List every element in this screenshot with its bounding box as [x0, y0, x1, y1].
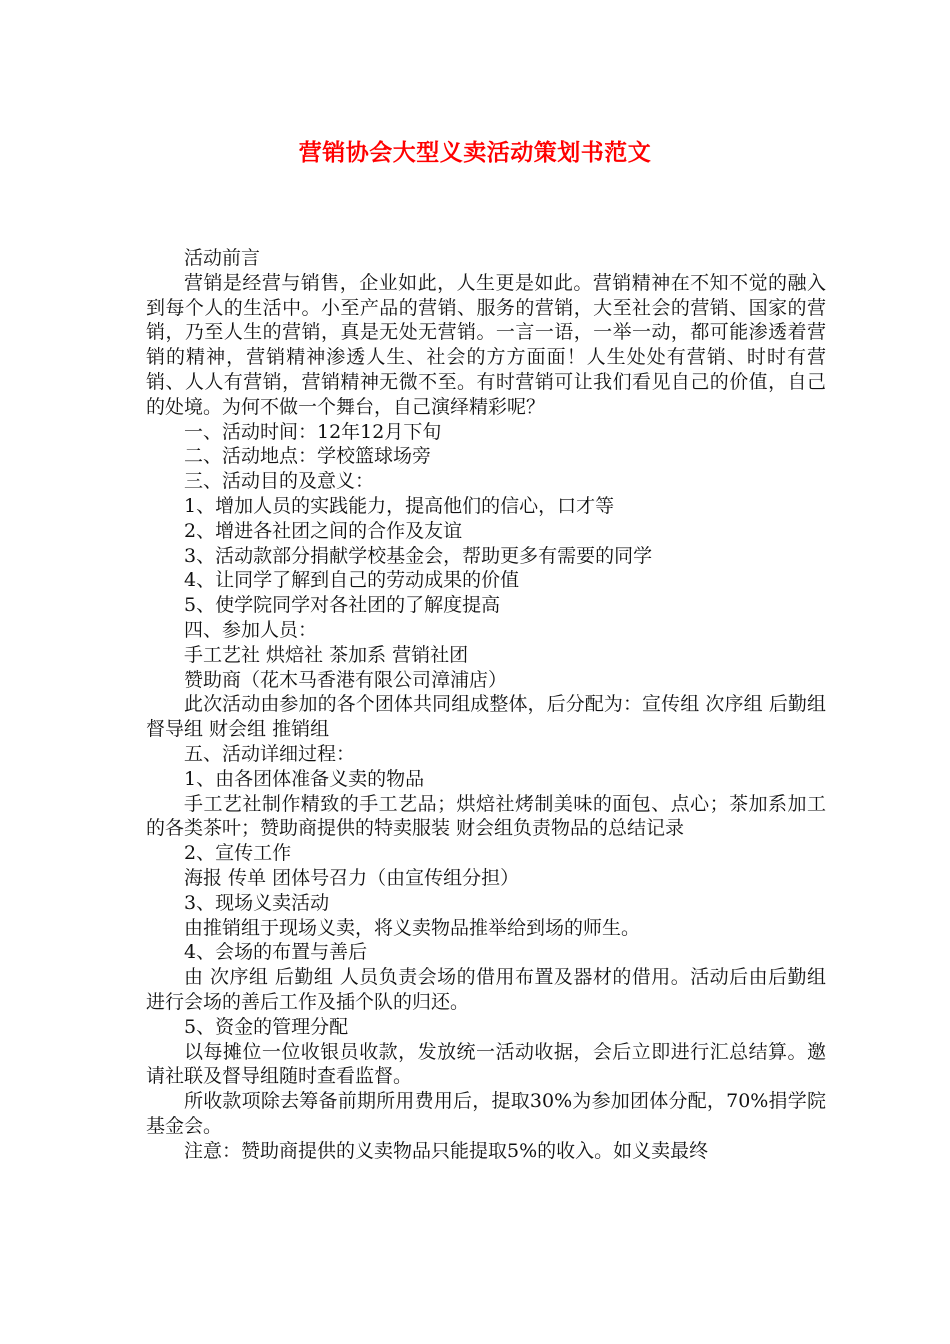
paragraph-fund-allocation: 所收款项除去筹备前期所用费用后，提取30%为参加团体分配，70%捐学院基金会。 — [146, 1090, 826, 1137]
paragraph-groups: 此次活动由参加的各个团体共同组成整体，后分配为：宣传组 次序组 后勤组 督导组 财会组 推销组 — [146, 693, 826, 741]
document-title: 营销协会大型义卖活动策划书范文 — [298, 140, 652, 166]
paragraph-sponsor: 赞助商（花木马香港有限公司漳浦店） — [184, 668, 508, 691]
paragraph-process-heading: 五、活动详细过程： — [184, 742, 356, 765]
paragraph-preface: 营销是经营与销售，企业如此，人生更是如此。营销精神在不知不觉的融入到每个人的生活中。小至产品的营销、服务的营销，大至社会的营销、国家的营销，乃至人生的营销，真是无处无营销。一言一语，一举一动，都可能渗透着营销的精神，营销精神渗透人生、社会的方方面面！人生处处有营销、时时有营销、人人有营销，营销精神无微不至。有时营销可让我们看见自己的价值，自己的处境。为何不做一个舞台，自己演绎精彩呢？ — [146, 271, 826, 418]
paragraph-step-3-detail: 由推销组于现场义卖，将义卖物品推举给到场的师生。 — [184, 916, 641, 939]
paragraph-step-1-detail: 手工艺社制作精致的手工艺品；烘焙社烤制美味的面包、点心；茶加系加工的各类茶叶；赞助商提供的特卖服装 财会组负责物品的总结记录 — [146, 792, 826, 840]
paragraph-location: 二、活动地点：学校篮球场旁 — [184, 445, 432, 468]
paragraph-step-2: 2、宣传工作 — [184, 842, 292, 865]
paragraph-participants-list: 手工艺社 烘焙社 茶加系 营销社团 — [184, 643, 469, 666]
document-body — [146, 246, 826, 1163]
paragraph-step-4-detail: 由 次序组 后勤组 人员负责会场的借用布置及器材的借用。活动后由后勤组 进行会场的善后工作及插个队的归还。 — [146, 966, 826, 1013]
paragraph-purpose-4: 4、让同学了解到自己的劳动成果的价值 — [184, 569, 520, 592]
paragraph-step-5: 5、资金的管理分配 — [184, 1015, 349, 1038]
paragraph-note: 注意：赞助商提供的义卖物品只能提取5%的收入。如义卖最终 — [184, 1139, 709, 1162]
paragraph-preface-heading: 活动前言 — [184, 247, 261, 269]
paragraph-step-2-detail: 海报 传单 团体号召力（由宣传组分担） — [184, 866, 520, 889]
paragraph-purpose-3: 3、活动款部分捐献学校基金会，帮助更多有需要的同学 — [184, 544, 653, 567]
paragraph-step-1: 1、由各团体准备义卖的物品 — [184, 767, 425, 790]
paragraph-participants-heading: 四、参加人员： — [184, 618, 318, 641]
paragraph-purpose-5: 5、使学院同学对各社团的了解度提高 — [184, 594, 501, 617]
paragraph-purpose-1: 1、增加人员的实践能力，提高他们的信心，口才等 — [184, 494, 615, 517]
paragraph-purpose-2: 2、增进各社团之间的合作及友谊 — [184, 519, 463, 542]
paragraph-step-4: 4、会场的布置与善后 — [184, 941, 368, 964]
paragraph-time: 一、活动时间：12年12月下旬 — [184, 420, 442, 443]
paragraph-step-3: 3、现场义卖活动 — [184, 891, 330, 914]
paragraph-step-5-detail: 以每摊位一位收银员收款，发放统一活动收据，会后立即进行汇总结算。邀请社联及督导组随时查看监督。 — [146, 1040, 826, 1088]
paragraph-purpose-heading: 三、活动目的及意义： — [184, 470, 375, 493]
